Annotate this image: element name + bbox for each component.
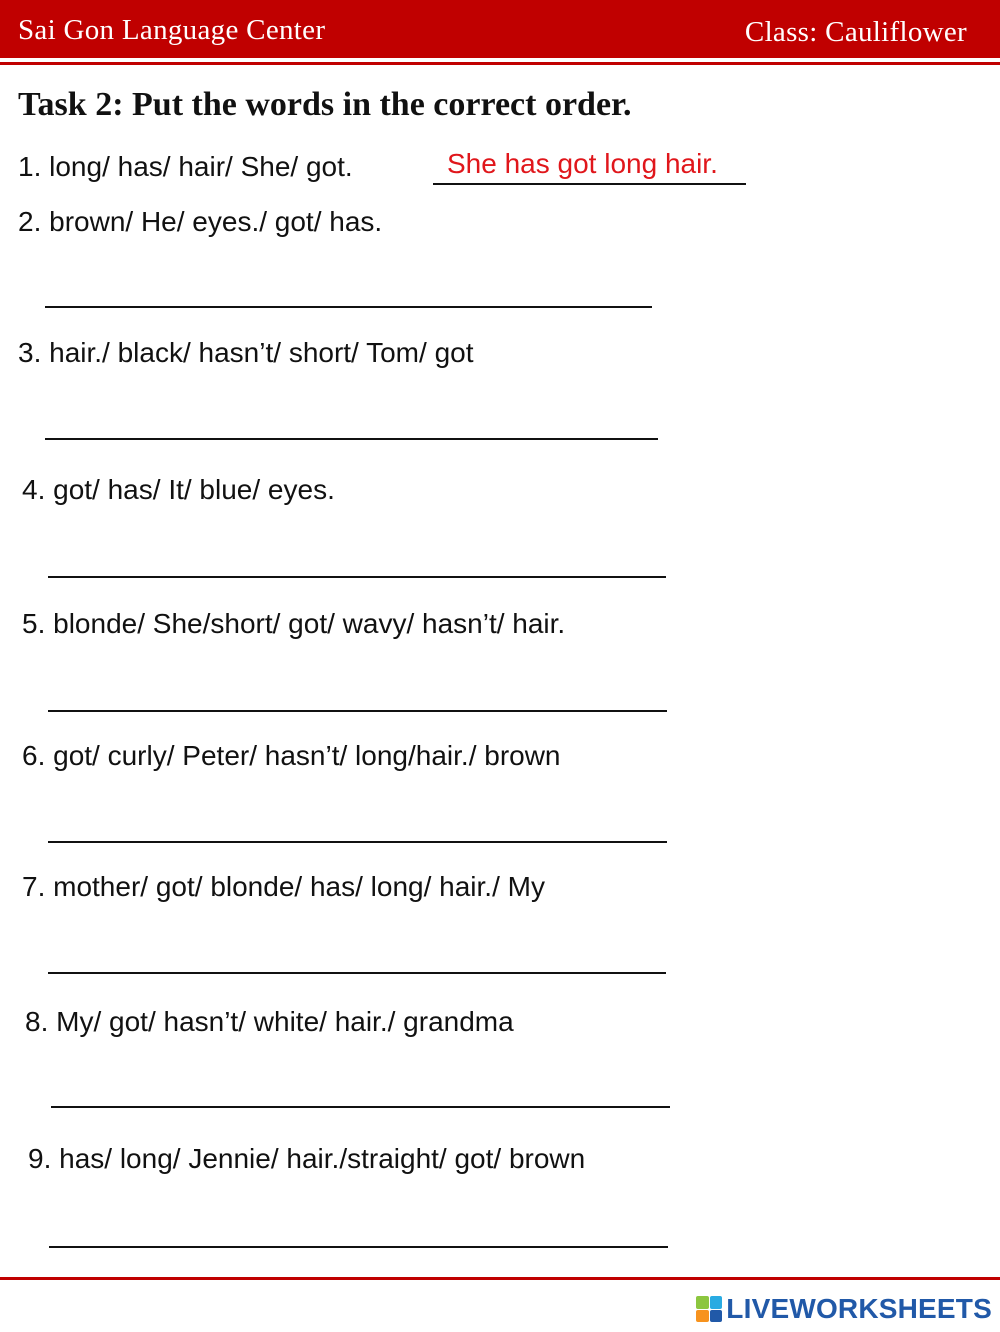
answer-line-6[interactable] [48, 841, 667, 843]
question-3: 3. hair./ black/ hasn’t/ short/ Tom/ got [18, 337, 474, 368]
question-9: 9. has/ long/ Jennie/ hair./straight/ got/ brown [28, 1143, 586, 1174]
question-4: 4. got/ has/ It/ blue/ eyes. [22, 474, 335, 505]
question-8: 8. My/ got/ hasn’t/ white/ hair./ grandma [25, 1006, 514, 1037]
answer-line-1[interactable] [433, 183, 746, 185]
footer-divider [0, 1277, 1000, 1280]
answer-line-4[interactable] [48, 576, 666, 578]
answer-1[interactable]: She has got long hair. [447, 148, 718, 179]
question-2: 2. brown/ He/ eyes./ got/ has. [18, 206, 383, 237]
question-7: 7. mother/ got/ blonde/ has/ long/ hair./ My [22, 871, 545, 902]
class-label: Class: Cauliflower [744, 16, 967, 48]
answer-line-9[interactable] [49, 1246, 668, 1248]
answer-line-2[interactable] [45, 306, 652, 308]
liveworksheets-logo-icon [696, 1296, 722, 1322]
answer-line-7[interactable] [48, 972, 666, 974]
answer-line-8[interactable] [51, 1106, 670, 1108]
header-bar [0, 0, 1000, 58]
school-name: Sai Gon Language Center [18, 14, 326, 46]
answer-line-5[interactable] [48, 710, 667, 712]
header-divider [0, 62, 1000, 65]
logo-text: LIVEWORKSHEETS [726, 1293, 992, 1324]
liveworksheets-logo [696, 1293, 992, 1325]
question-5: 5. blonde/ She/short/ got/ wavy/ hasn’t/ hair. [22, 608, 566, 639]
question-1: 1. long/ has/ hair/ She/ got. [18, 151, 353, 182]
question-6: 6. got/ curly/ Peter/ hasn’t/ long/hair./ brown [22, 740, 561, 771]
answer-line-3[interactable] [45, 438, 658, 440]
task-title: Task 2: Put the words in the correct order. [18, 86, 632, 123]
